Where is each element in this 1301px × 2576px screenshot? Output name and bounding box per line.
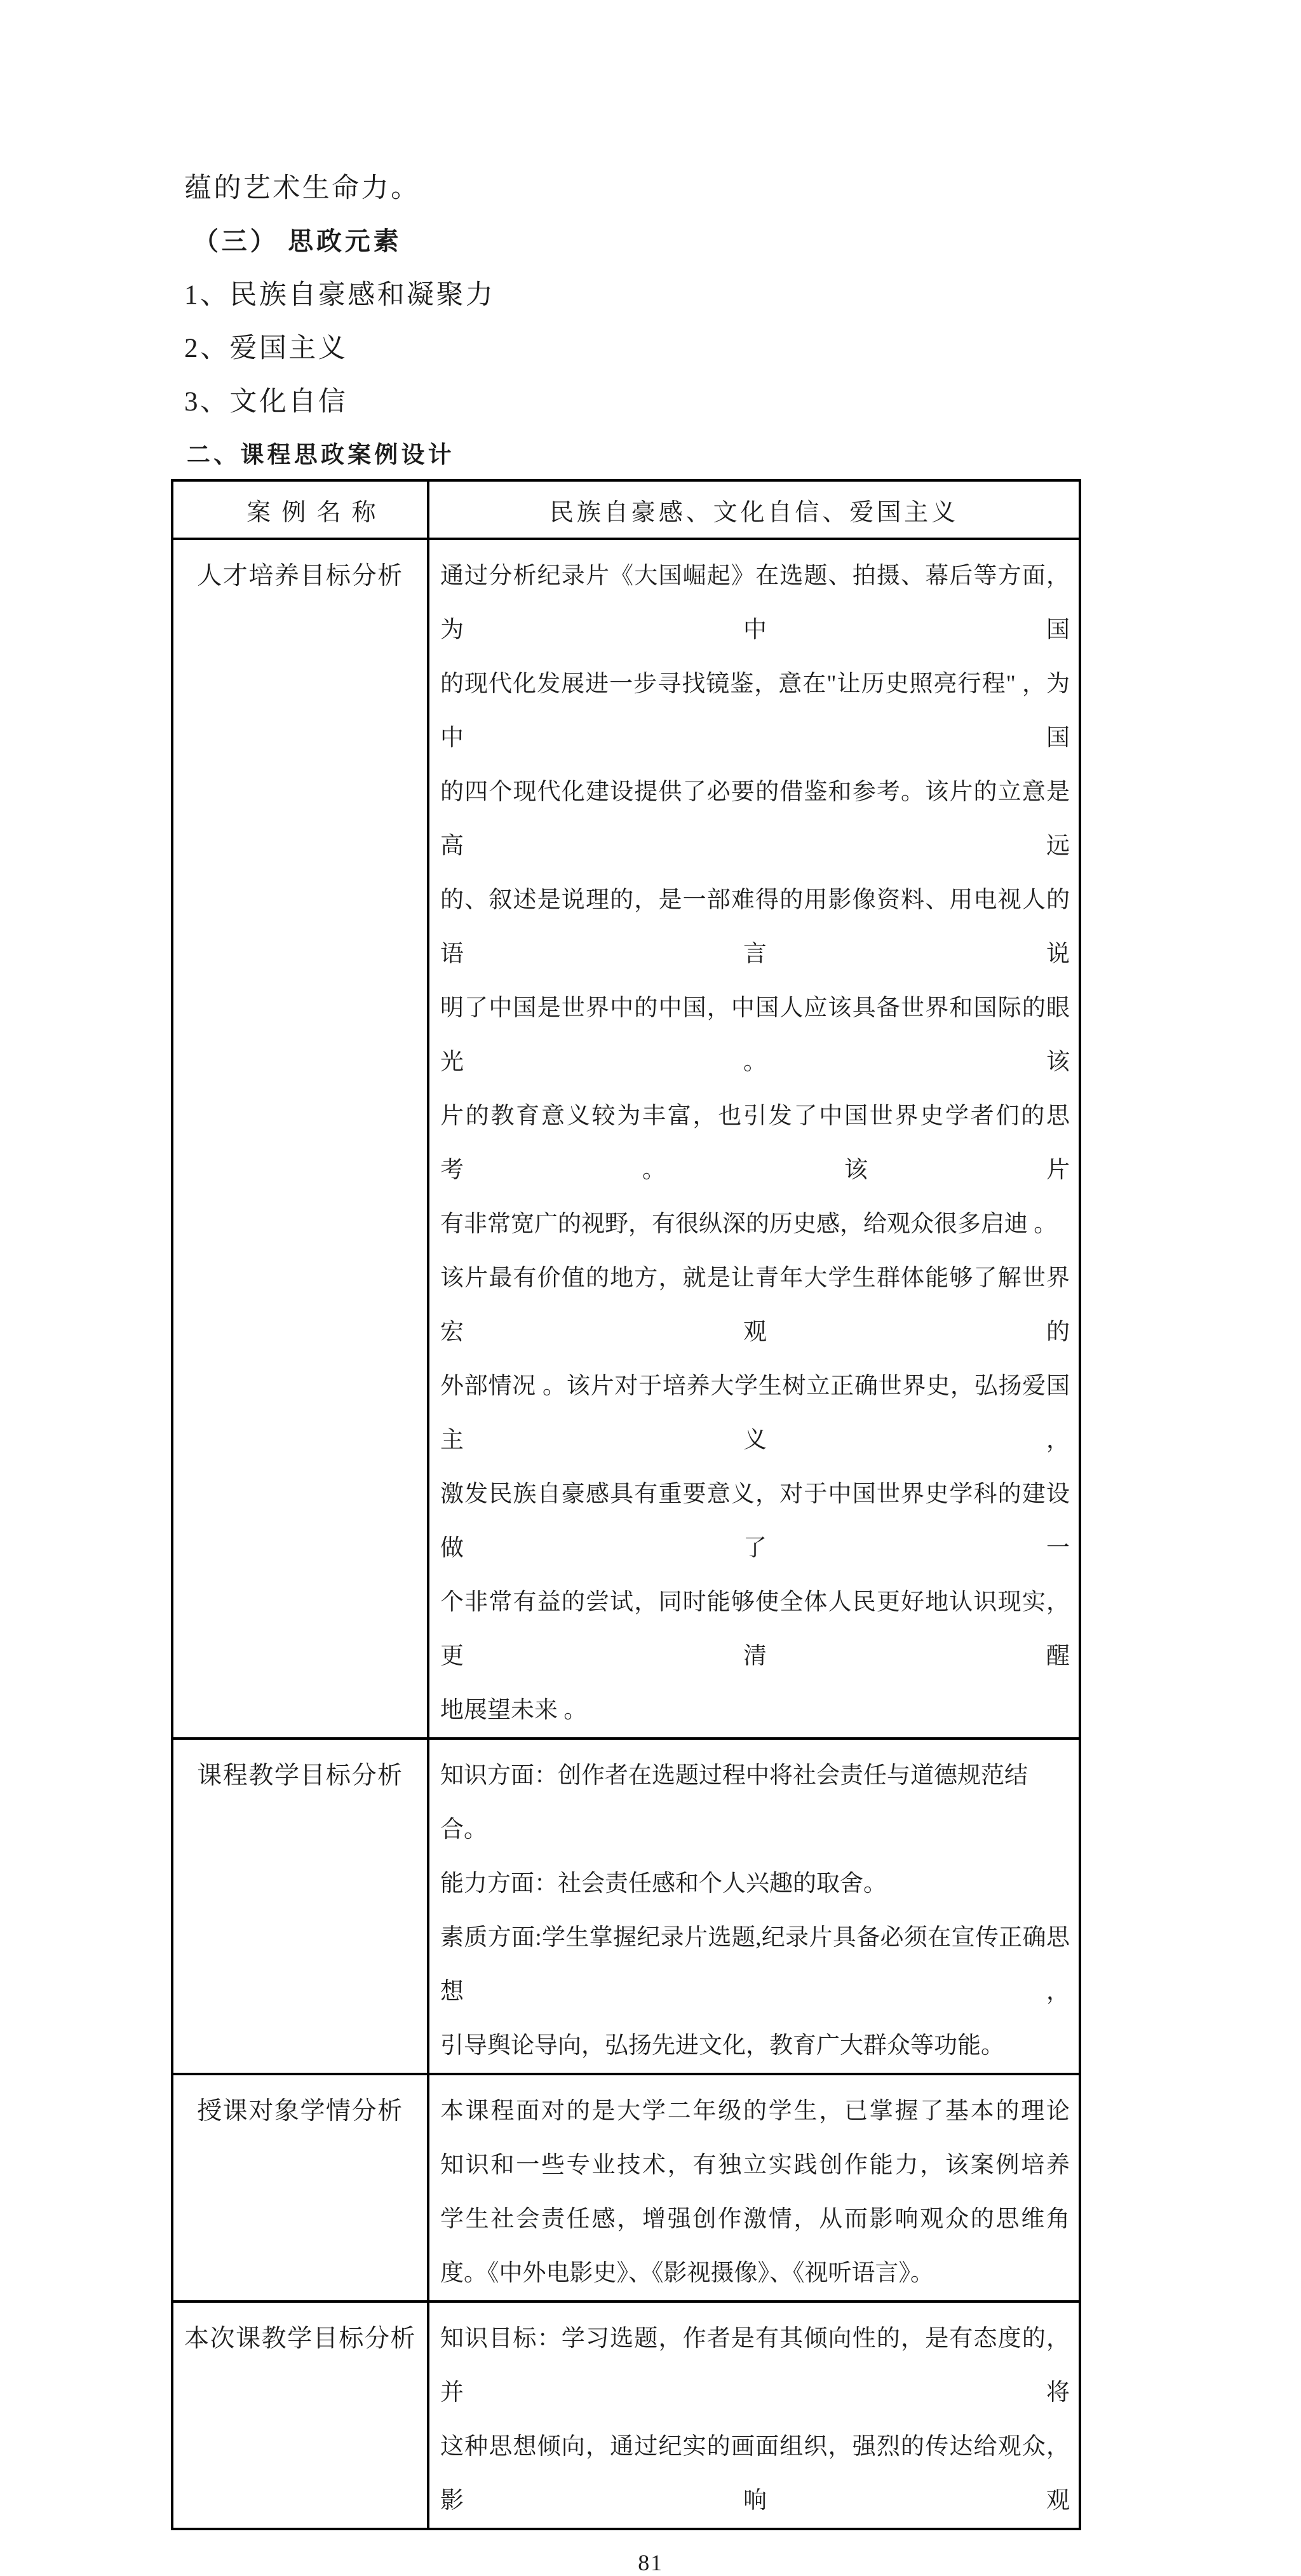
- table-text-line: 地展望未来 。: [440, 1697, 588, 1723]
- label-cell-student-analysis: [172, 2074, 428, 2301]
- table-text-line: 素质方面:学生掌握纪录片选题,纪录片具备必须在宣传正确思想，: [440, 1925, 1070, 2005]
- table-text-line: 知识方面：创作者在选题过程中将社会责任与道德规范结合。: [440, 1763, 1028, 1843]
- table-text-line: 通过分析纪录片《大国崛起》在选题、拍摄、幕后等方面，为中国: [440, 563, 1070, 643]
- table-text-line: 片的教育意义较为丰富，也引发了中国世界史学者们的思考。该片: [440, 1103, 1070, 1183]
- header-cell-case-name: [172, 480, 428, 539]
- label-cell-course-goal: [172, 1739, 428, 2074]
- table-text-line: 的、叙述是说理的，是一部难得的用影像资料、用电视人的语言说: [440, 887, 1070, 967]
- paragraph-tail-line: 蕴的艺术生命力。: [184, 173, 421, 203]
- list-item-national-pride: 1、民族自豪感和凝聚力: [184, 280, 495, 310]
- table-text-line: 的四个现代化建设提供了必要的借鉴和参考。该片的立意是高远: [440, 779, 1070, 859]
- row-content: [429, 549, 1079, 1737]
- header-case-name-label: 案例名称: [246, 499, 387, 526]
- subsection-heading: （三） 思政元素: [193, 226, 402, 255]
- row-content: [429, 2084, 1079, 2300]
- table-text-line: 个非常有益的尝试，同时能够使全体人民更好地认识现实，更清醒: [440, 1589, 1070, 1669]
- table-row-lesson-goal: [172, 2301, 1080, 2529]
- row-label: 授课对象学情分析: [197, 2098, 403, 2125]
- table-text-line: 外部情况 。该片对于培养大学生树立正确世界史，弘扬爱国主义，: [440, 1373, 1070, 1453]
- table-text-line: 能力方面：社会责任感和个人兴趣的取舍。: [440, 1871, 887, 1897]
- table-text-line: 激发民族自豪感具有重要意义，对于中国世界史学科的建设做了一: [440, 1481, 1070, 1561]
- table-text-line: 该片最有价值的地方，就是让青年大学生群体能够了解世界宏观的: [440, 1265, 1070, 1345]
- table-row-talent-goal: [172, 539, 1080, 1739]
- table-text-line: 明了中国是世界中的中国，中国人应该具备世界和国际的眼光。该: [440, 995, 1070, 1075]
- list-item-patriotism: 2、爱国主义: [184, 333, 348, 363]
- header-cell-case-theme: [428, 480, 1080, 539]
- content-cell-student-analysis: [428, 2074, 1080, 2301]
- table-text-line: 度。《中外电影史》、《影视摄像》、《视听语言》。: [440, 2260, 934, 2286]
- table-text-line: 知识目标：学习选题，作者是有其倾向性的，是有态度的，并将: [440, 2326, 1070, 2406]
- table-text-line: 的现代化发展进一步寻找镜鉴，意在"让历史照亮行程" ，为中国: [440, 671, 1070, 751]
- case-design-table: [171, 479, 1081, 2530]
- content-cell-lesson-goal: [428, 2301, 1080, 2529]
- row-content: [429, 1749, 1079, 2073]
- table-text-line: 有非常宽广的视野，有很纵深的历史感，给观众很多启迪 。: [440, 1211, 1058, 1237]
- page-number: 81: [638, 2550, 663, 2575]
- table-text-line: 这种思想倾向，通过纪实的画面组织，强烈的传达给观众，影响观: [440, 2434, 1070, 2514]
- header-case-theme-label: 民族自豪感、文化自信、爱国主义: [549, 499, 959, 526]
- table-row-student-analysis: [172, 2074, 1080, 2301]
- content-cell-talent-goal: [428, 539, 1080, 1739]
- row-content: [429, 2312, 1079, 2528]
- table-text-line: 本课程面对的是大学二年级的学生，已掌握了基本的理论: [440, 2098, 1070, 2124]
- intro-section: [0, 0, 1301, 479]
- table-text-line: 学生社会责任感，增强创作激情，从而影响观众的思维角: [440, 2206, 1070, 2232]
- table-text-line: 引导舆论导向，弘扬先进文化，教育广大群众等功能。: [440, 2033, 1004, 2059]
- content-cell-course-goal: [428, 1739, 1080, 2074]
- row-label: 人才培养目标分析: [197, 562, 403, 590]
- section-heading: 二、课程思政案例设计: [187, 442, 455, 468]
- table-text-line: 知识和一些专业技术，有独立实践创作能力，该案例培养: [440, 2152, 1070, 2178]
- label-cell-lesson-goal: [172, 2301, 428, 2529]
- list-item-cultural-confidence: 3、文化自信: [184, 386, 348, 417]
- row-label: 本次课教学目标分析: [184, 2325, 417, 2352]
- row-label: 课程教学目标分析: [197, 1762, 403, 1789]
- label-cell-talent-goal: [172, 539, 428, 1739]
- table-header-row: [172, 480, 1080, 539]
- table-row-course-goal: [172, 1739, 1080, 2074]
